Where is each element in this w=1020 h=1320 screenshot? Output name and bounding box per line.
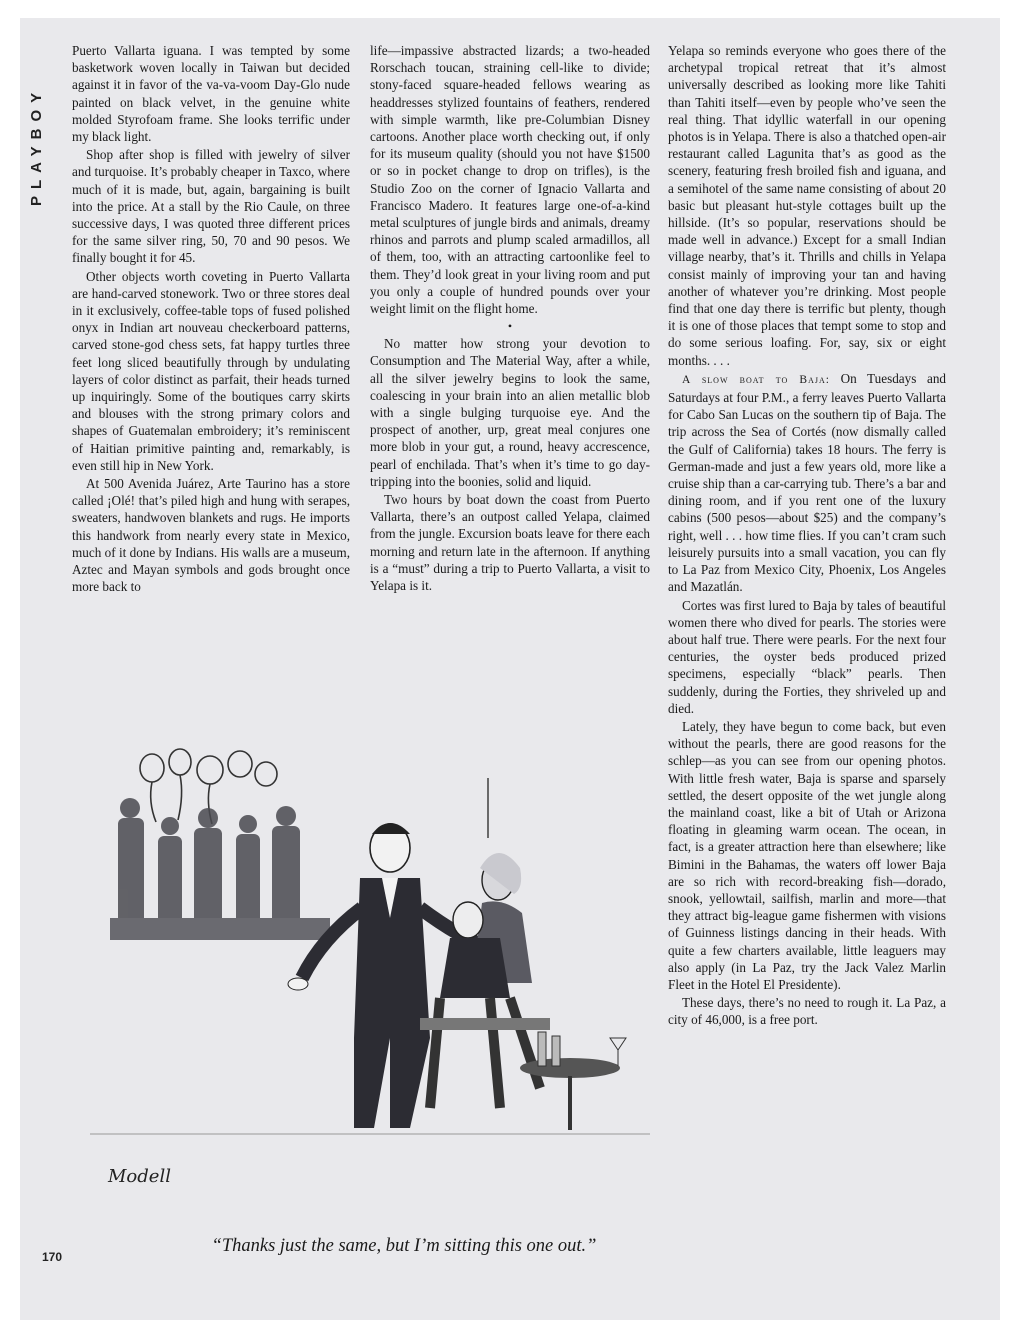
paragraph: Other objects worth coveting in Puerto Vallarta are hand-carved stonework. Two or three stores deal in it exclusively, coffee-table tops of fused polished onyx in Indian art nouveau checkerboard patterns, carved stone-god chess sets, fat happy turtles three feet long sliced beautifully through by undulating layers of color distinct as parfait, their heads turned up inquiringly. Some of the boutiques carry skirts and blouses with the strong primary colors and shapes of Guatemalan embroidery; it’s reminiscent of Haitian primitive painting and, remarkably, is even still hip in New York. — [72, 268, 350, 473]
cartoon-crowd — [118, 798, 300, 930]
magazine-logo: PLAYBOY — [28, 85, 45, 206]
text-column-2 — [370, 42, 650, 594]
section-lead-in: A slow boat to Baja: — [682, 373, 830, 386]
paragraph: At 500 Avenida Juárez, Arte Taurino has a store called ¡Olé! that’s piled high and hung with serapes, sweaters, handwoven blankets and rugs. He imports this handwork from nearly every state in Mexico, much of it done by Indians. His walls are a museum, Aztec and Mayan symbols and gods brought once more back to — [72, 476, 350, 595]
page-number: 170 — [42, 1250, 63, 1264]
paragraph: life—impassive abstracted lizards; a two-headed Rorschach toucan, straining cell-like to divide; stony-faced square-headed fellows wearing as headdresses stylized fountains of feathers, rendered with simple warmth, like pre-Columbian Disney cartoons. Another place worth checking out, if only for its museum quality (should you not have $1500 or so in pocket change to drop on trifles), is the Studio Zoo on the corner of Ignacio Vallarta and Francisco Madero. It features large one-of-a-kind metal sculptures of jungle birds and animals, dreamy rhinos and parrots and plump scaled armadillos, all of them, too, with an attracting cartoonlike feel to them. They’d look great in your living room and put you only a couple of hundred pounds over your weight limit on the flight home. — [370, 43, 650, 317]
paragraph: Puerto Vallarta iguana. I was tempted by some basketwork woven locally in Taiwan but decided against it in favor of the va-va-voom Day-Glo nude painted on black velvet, in the genuine white molded Styrofoam frame. She looks terrific under my black light. — [72, 43, 350, 145]
section-break: • — [507, 319, 513, 334]
paragraph: Two hours by boat down the coast from Puerto Vallarta, there’s an outpost called Yelapa, claimed from the jungle. Excursion boats leave for there each morning and return late in the afternoon. If anything is a “must” during a trip to Puerto Vallarta, a visit to Yelapa is it. — [370, 492, 650, 594]
paragraph: Yelapa so reminds everyone who goes there of the archetypal tropical retreat that it’s almost universally described as looking more like Tahiti than Tahiti itself—even by people who’ve seen the real thing. That idyllic waterfall in our opening photos is in Yelapa. There is also a thatched open-air restaurant called Lagunita that’s as good as the scenery, featuring fresh broiled fish and iguana, and a semihotel of the same name consisting of about 20 basic but pleasant hut-style cottages built up the hillside. (It’s so popular, reservations should be made well in advance.) Except for a small Indian village nearby, that’s it. Thrills and chills in Yelapa consist mainly of improving your tan and having another of whatever you’re drinking. Most people find that one day there is terrific but plenty, though it is one of those places that tempt some to stop and do some serious loafing. For, say, six or eight months. . . . — [668, 43, 946, 368]
cartoon-caption: “Thanks just the same, but I’m sitting this one out.” — [211, 1236, 597, 1256]
cartoon-illustration — [90, 738, 650, 1138]
artist-signature: Modell — [108, 1166, 171, 1187]
paragraph: Lately, they have begun to come back, but even without the pearls, there are good reasons for the schlep—as you can see from our opening photos. With little fresh water, Baja is sparse and sparsely settled, the desert opposite of the wet jungle along the mainland coast, like a bit of Utah or Arizona floating in gleaming warm ocean. The ocean, in fact, is a greater attraction here than elsewhere; like Bimini in the Bahamas, the waters off lower Baja are so rich with record-breaking fish—dorado, snook, yellowtail, sailfish, marlin and more—that they attract big-league game fishermen with visions of Guinness listings dancing in their heads. With quite a few charters available, little leaguers may also apply (in La Paz, try the Jack Valez Marlin Fleet in the Hotel El Presidente). — [668, 718, 946, 992]
paragraph: Cortes was first lured to Baja by tales of beautiful women there who dived for pearls. The stories were about half true. There were pearls. For the next four centuries, the oyster beds produced prized specimens, especially “black” pearls. Then suddenly, during the Forties, they shriveled up and died. — [668, 597, 946, 716]
paragraph: These days, there’s no need to rough it. La Paz, a city of 46,000, is a free port. — [668, 995, 946, 1028]
cartoon-table — [110, 918, 330, 940]
paragraph: Shop after shop is filled with jewelry of silver and turquoise. It’s probably cheaper in Taxco, where much of it is made, but, again, bargaining is built into the price. At a stall by the Rio Caule, on three successive days, I was quoted three different prices for the same silver ring, 50, 70 and 90 pesos. We finally bought it for 45. — [72, 147, 350, 266]
paragraph-body: On Tuesdays and Saturdays at four P.M., a ferry leaves Puerto Vallarta for Cabo San Lucas on the southern tip of Baja. The trip across the Sea of Cortés (now dismally called the Gulf of California) takes 18 hours. The ferry is German-made and just a few years old, more like a cruise ship than a car-carrying tub. There’s a bar and dining room, and if you rent one of the luxury cabins (500 pesos—about $25) and the company’s right, well . . . how time flies. If you can’t cram such leisurely pursuits into a small vacation, you can fly to La Paz from Mexico City, Phoenix, Los Angeles and Mazatlán. — [668, 370, 947, 595]
paragraph — [668, 370, 946, 596]
magazine-page — [20, 18, 1000, 1320]
text-column-1 — [72, 42, 350, 596]
cartoon-couple-seated — [420, 778, 550, 1108]
paragraph: No matter how strong your devotion to Consumption and The Material Way, after a while, all the silver jewelry begins to look the same, coalescing in your brain into an alien metallic blob with a single bulging turquoise eye. And the prospect of another, urp, great meal conjures one more blob in your gut, a round, heavy accrescence, pearl of enchilada. That’s when it’s time to go day-tripping into the boonies, solid and liquid. — [370, 336, 650, 489]
text-column-3 — [668, 42, 946, 1029]
